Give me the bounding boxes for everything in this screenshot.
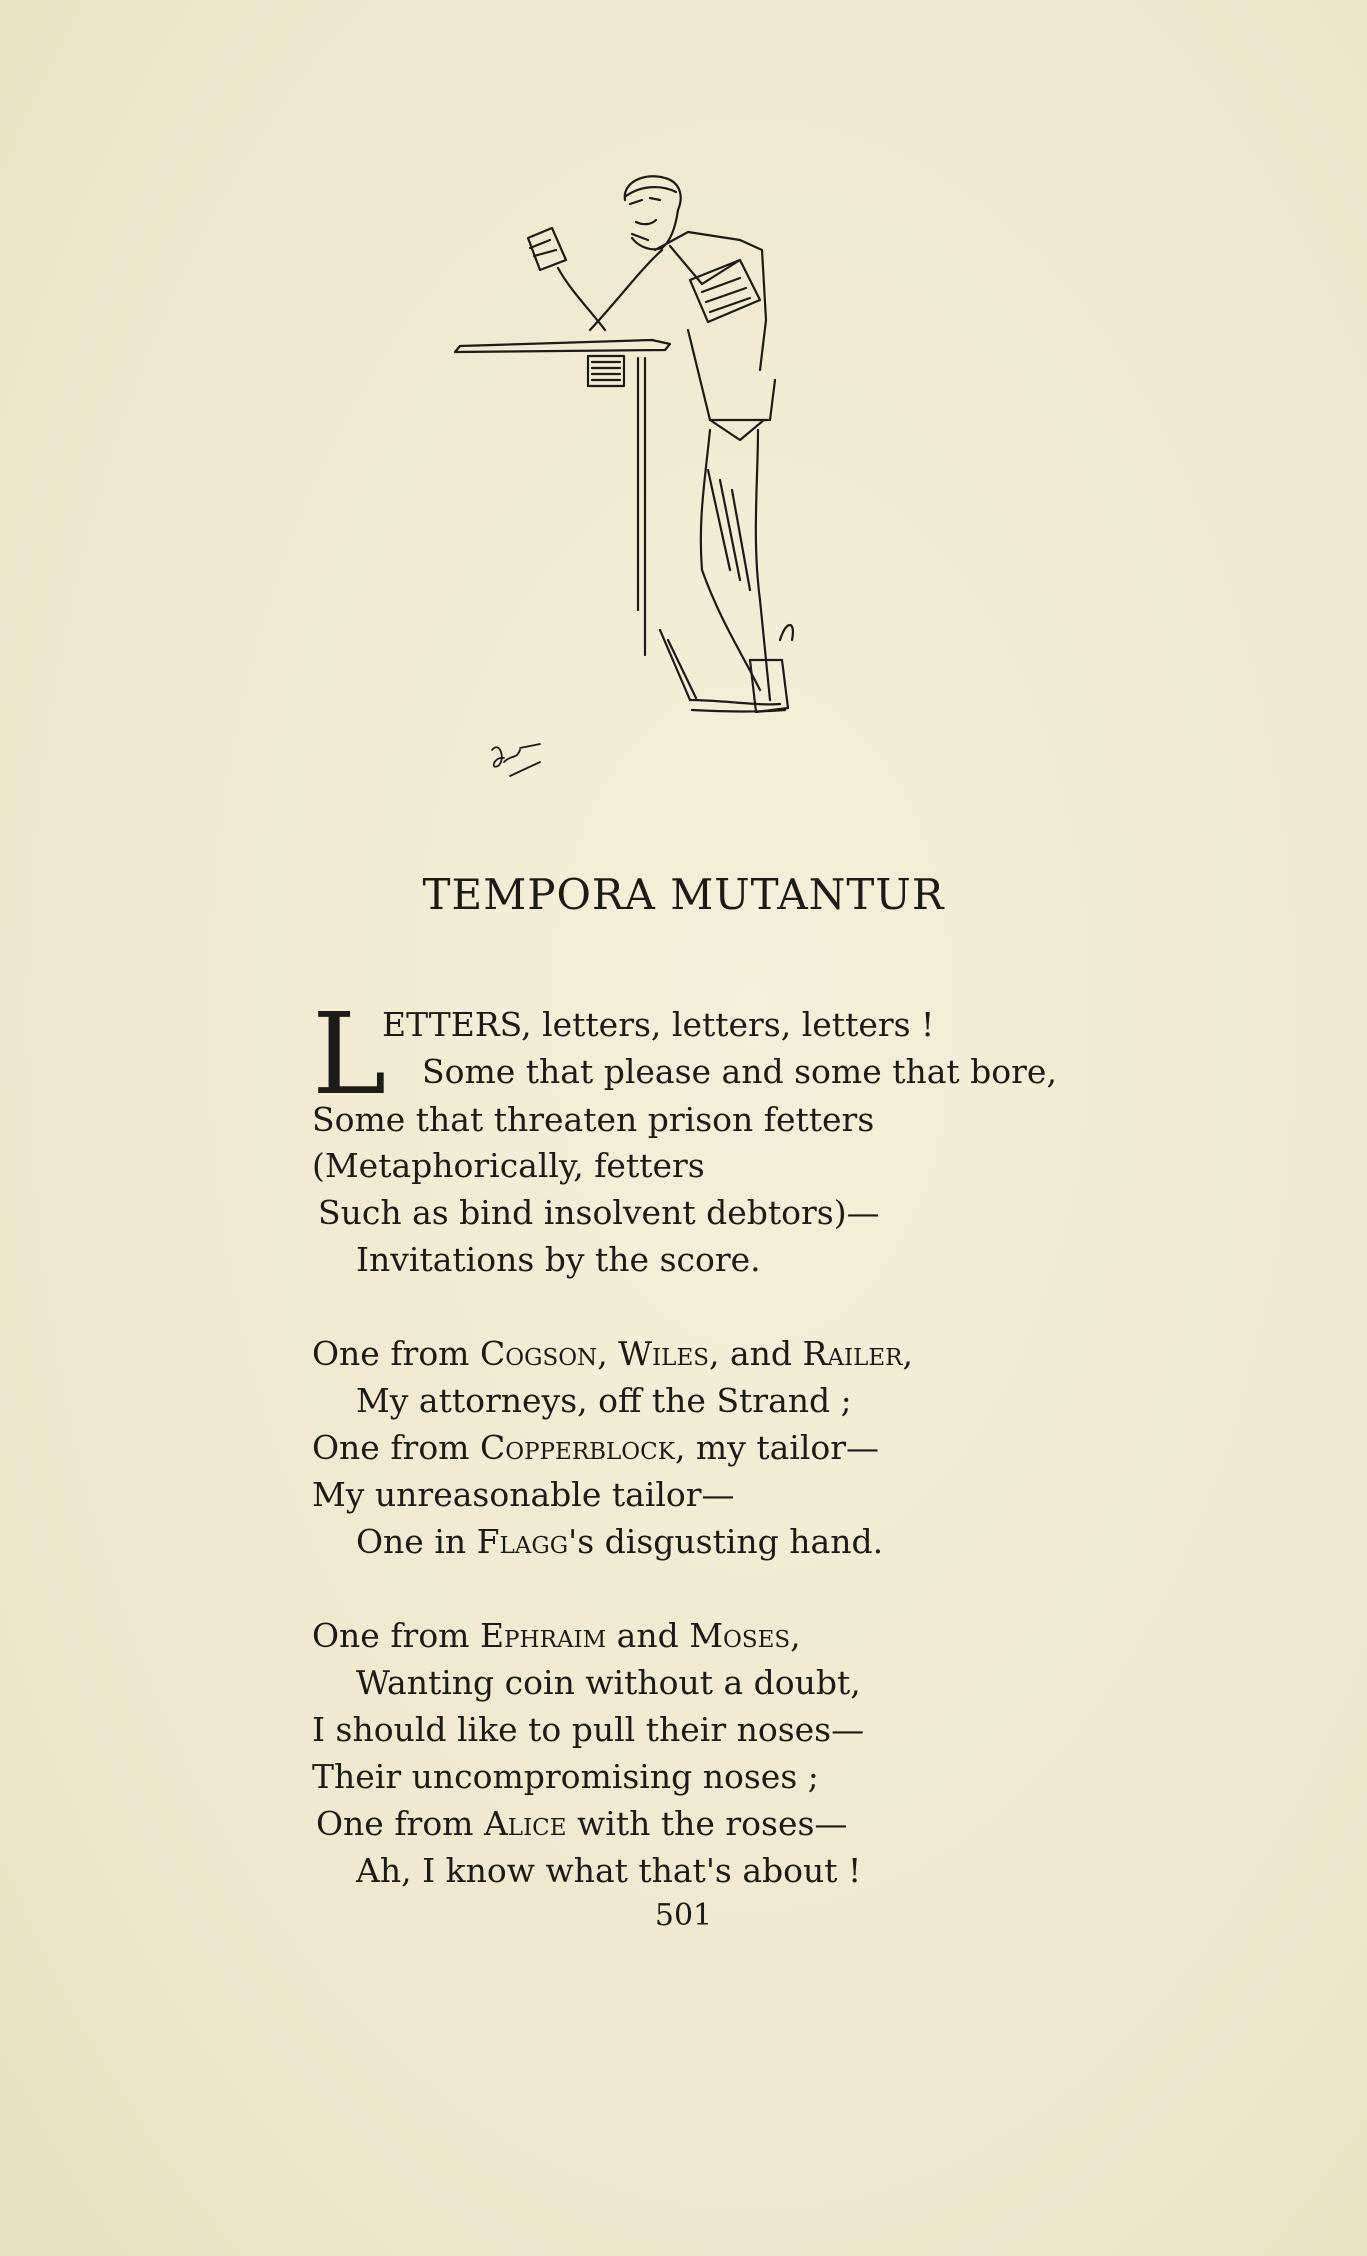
poem-line: One from Ephraim and Moses, — [312, 1616, 801, 1655]
poem-line: Such as bind insolvent debtors)— — [318, 1193, 880, 1232]
poem-line: Invitations by the score. — [356, 1240, 761, 1279]
poem-line: Some that please and some that bore, — [422, 1052, 1057, 1091]
page-number: 501 — [654, 1898, 713, 1933]
poem-title: TEMPORA MUTANTUR — [422, 870, 945, 919]
poem-line: One from Copperblock, my tailor— — [312, 1428, 880, 1467]
poem-line: Their uncompromising noses ; — [312, 1757, 819, 1796]
man-reading-letters-illustration — [440, 100, 880, 800]
poem-line: Some that threaten prison fetters — [312, 1100, 875, 1139]
poem-line: One from Alice with the roses— — [316, 1804, 848, 1843]
poem-line: ETTERS, letters, letters, letters ! — [382, 1005, 935, 1044]
poem-line: I should like to pull their noses— — [312, 1710, 865, 1749]
drop-cap: L — [312, 990, 387, 1120]
poem-line: My attorneys, off the Strand ; — [356, 1381, 852, 1420]
poem-line: (Metaphorically, fetters — [312, 1146, 705, 1185]
poem-line: One in Flagg's disgusting hand. — [356, 1522, 884, 1561]
poem-line: One from Cogson, Wiles, and Railer, — [312, 1334, 913, 1373]
poem-line: Wanting coin without a doubt, — [356, 1663, 861, 1702]
poem-line: Ah, I know what that's about ! — [356, 1851, 862, 1890]
poem-line: My unreasonable tailor— — [312, 1475, 735, 1514]
